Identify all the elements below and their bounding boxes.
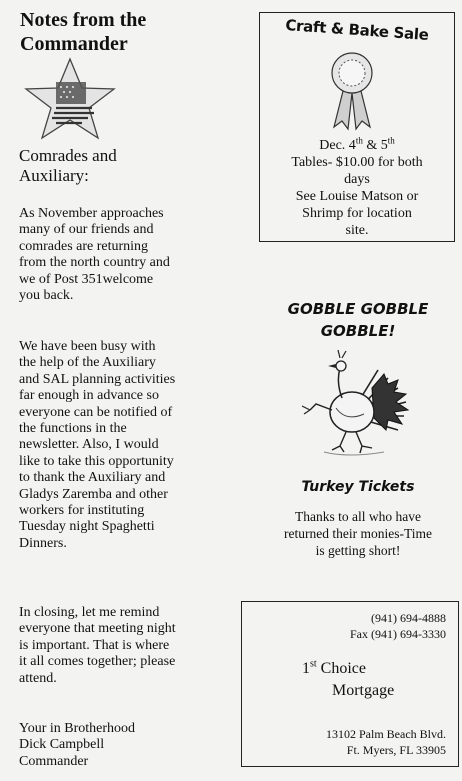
- text-line: Dinners.: [19, 535, 67, 551]
- gobble-heading: [255, 298, 461, 342]
- gobble-line-1: GOBBLE GOBBLE: [287, 300, 429, 318]
- thanks-line: is getting short!: [315, 543, 401, 558]
- text-line: to thank the Auxiliary and: [19, 470, 166, 486]
- craft-bake-sale-box: [259, 12, 455, 242]
- greeting: [19, 146, 229, 186]
- text-line: from the north country and: [19, 255, 170, 271]
- text-line: We have been busy with: [19, 339, 156, 354]
- text-line: like to take this opportunity: [19, 453, 174, 469]
- text-line: attend.: [19, 670, 57, 686]
- text-line: it all comes together; please: [19, 654, 176, 670]
- text-line: many of our friends and: [19, 222, 154, 238]
- craft-sale-line: Tables- $10.00 for both: [291, 155, 423, 170]
- company-name-line-2: Mortgage: [332, 682, 395, 699]
- title-line-1: Notes from the: [20, 9, 147, 31]
- address-line-2: Ft. Myers, FL 33905: [346, 743, 446, 757]
- text-line: everyone can be notified of: [19, 404, 173, 420]
- greeting-line-1: Comrades and: [19, 146, 117, 165]
- text-line: and SAL planning activities: [19, 371, 176, 387]
- commander-notes-title: [20, 8, 220, 56]
- text-line: the help of the Auxiliary: [19, 355, 156, 371]
- thanks-line: Thanks to all who have: [295, 509, 421, 524]
- name-suffix: st: [310, 658, 317, 670]
- mortgage-company-name: [302, 658, 394, 702]
- ribbon-icon: [322, 49, 382, 131]
- craft-sale-title: Craft & Bake Sale: [284, 16, 430, 44]
- craft-sale-line: See Louise Matson or: [295, 189, 419, 204]
- craft-sale-line: Shrimp for location: [302, 206, 412, 221]
- dates-text: Dec. 4: [319, 138, 356, 153]
- text-line: comrades are returning: [19, 238, 149, 254]
- signoff: [19, 721, 219, 770]
- craft-sale-dates: [260, 137, 454, 154]
- paragraph-welcome: [19, 206, 219, 304]
- star-flag-illustration: [22, 56, 118, 142]
- gobble-line-2: GOBBLE!: [320, 322, 396, 340]
- dates-suffix: th: [387, 135, 395, 146]
- craft-sale-line: days: [344, 172, 370, 187]
- text-line: In closing, let me remind: [19, 605, 160, 620]
- text-line: newsletter. Also, I would: [19, 437, 159, 453]
- text-line: workers for instituting: [19, 503, 145, 519]
- dates-text: & 5: [362, 138, 388, 153]
- dates-suffix: th: [355, 135, 363, 146]
- craft-sale-line: site.: [345, 223, 369, 238]
- turkey-illustration: [288, 348, 418, 458]
- name-number: 1: [302, 660, 310, 677]
- turkey-thanks-text: [258, 508, 458, 559]
- name-rest: Choice: [316, 660, 366, 677]
- text-line: is important. That is where: [19, 637, 170, 653]
- text-line: As November approaches: [19, 206, 164, 221]
- company-name-line-1: [302, 658, 394, 680]
- mortgage-address: [326, 726, 446, 758]
- text-line: Gladys Zaremba and other: [19, 486, 168, 502]
- text-line: everyone that meeting night: [19, 621, 176, 637]
- title-line-2: Commander: [20, 33, 128, 55]
- paragraph-closing: [19, 605, 219, 687]
- signoff-name: Dick Campbell: [19, 737, 105, 753]
- signoff-rank: Commander: [19, 753, 89, 769]
- fax-number: Fax (941) 694-3330: [350, 627, 446, 641]
- phone-number: (941) 694-4888: [371, 611, 446, 625]
- text-line: the functions in the: [19, 421, 127, 437]
- signoff-line-1: Your in Brotherhood: [19, 721, 136, 736]
- address-line-1: 13102 Palm Beach Blvd.: [326, 727, 446, 741]
- text-line: Tuesday night Spaghetti: [19, 519, 155, 535]
- mortgage-ad-box: [241, 601, 459, 767]
- mortgage-contact: [350, 610, 446, 642]
- greeting-line-2: Auxiliary:: [19, 166, 89, 185]
- text-line: you back.: [19, 288, 74, 304]
- thanks-line: returned their monies-Time: [284, 526, 432, 541]
- text-line: far enough in advance so: [19, 388, 159, 404]
- paragraph-activities: [19, 339, 219, 552]
- text-line: we of Post 351welcome: [19, 271, 154, 287]
- turkey-tickets-title: Turkey Tickets: [301, 479, 415, 495]
- craft-sale-details: [260, 137, 454, 239]
